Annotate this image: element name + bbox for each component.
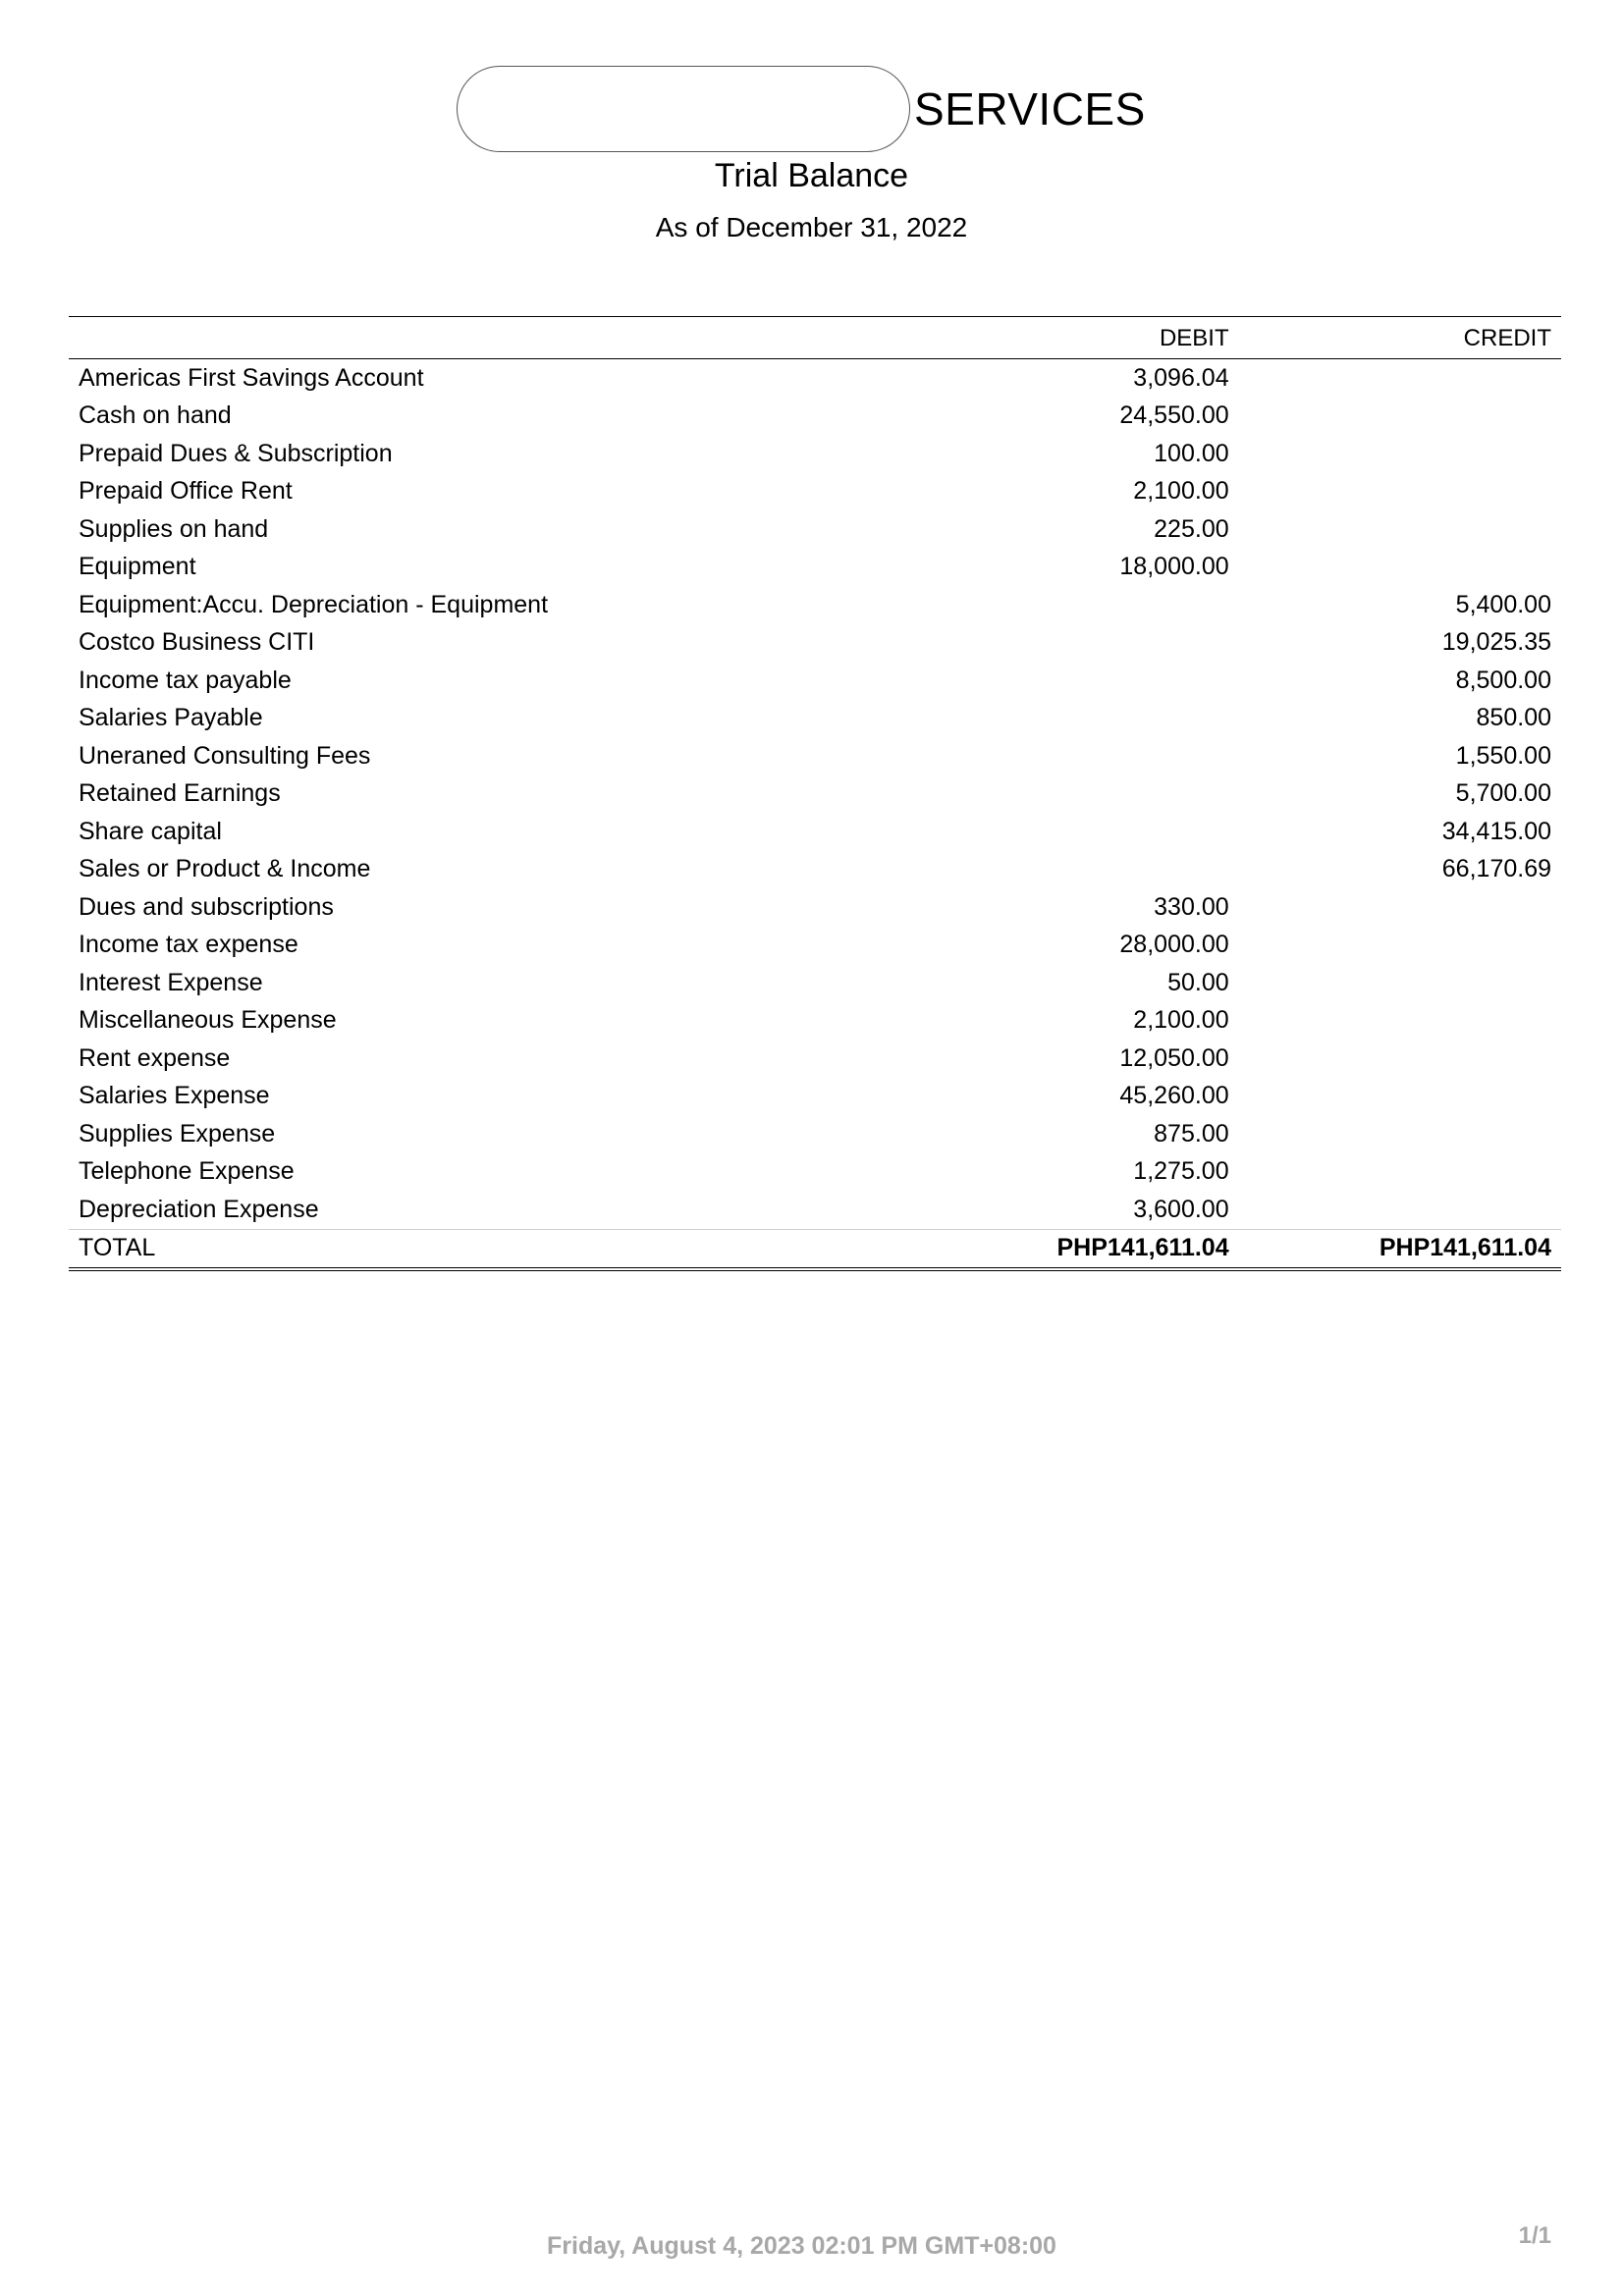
debit-amount: 50.00 (1167, 968, 1229, 996)
debit-amount: 12,050.00 (1119, 1043, 1229, 1072)
table-row (69, 1078, 1561, 1116)
table-row (69, 510, 1561, 549)
table-row (69, 964, 1561, 1002)
account-name: Prepaid Dues & Subscription (79, 439, 393, 467)
credit-amount (1239, 1040, 1561, 1078)
account-name: Supplies Expense (79, 1119, 276, 1148)
account-name: Miscellaneous Expense (79, 1006, 337, 1035)
account-name: Prepaid Office Rent (79, 477, 293, 506)
account-name: Dues and subscriptions (79, 892, 334, 921)
credit-amount: 1,550.00 (1455, 741, 1551, 770)
column-header-credit: CREDIT (1239, 317, 1561, 359)
debit-amount (1047, 775, 1238, 814)
table-row (69, 927, 1561, 965)
trial-balance-table (69, 316, 1561, 1271)
credit-amount (1239, 1115, 1561, 1153)
table-body (69, 359, 1561, 1270)
table-row (69, 662, 1561, 700)
credit-amount (1239, 1002, 1561, 1041)
footer-timestamp: Friday, August 4, 2023 02:01 PM GMT+08:00 (547, 2232, 1056, 2260)
company-name-suffix: SERVICES (914, 83, 1146, 134)
company-name-block (457, 65, 1146, 153)
credit-amount (1239, 964, 1561, 1002)
total-row (69, 1229, 1561, 1269)
account-name: Salaries Expense (79, 1082, 270, 1110)
table-row (69, 888, 1561, 927)
credit-amount (1239, 1191, 1561, 1229)
table-row (69, 775, 1561, 814)
account-name: Income tax expense (79, 931, 298, 959)
debit-amount: 24,550.00 (1119, 401, 1229, 430)
debit-amount: 225.00 (1154, 514, 1229, 543)
credit-amount (1239, 1078, 1561, 1116)
column-header-debit: DEBIT (1047, 317, 1238, 359)
account-name: Depreciation Expense (79, 1195, 319, 1223)
account-name: Costco Business CITI (79, 628, 315, 657)
report-title: Trial Balance (714, 157, 909, 194)
table-row (69, 1191, 1561, 1229)
debit-amount: 100.00 (1154, 439, 1229, 467)
debit-amount (1047, 851, 1238, 889)
credit-amount (1239, 510, 1561, 549)
account-name: Equipment:Accu. Depreciation - Equipment (79, 590, 549, 618)
page-number: 1/1 (1518, 2222, 1551, 2249)
table-row (69, 700, 1561, 738)
table-row (69, 813, 1561, 851)
credit-amount: 66,170.69 (1441, 855, 1551, 883)
credit-amount: 8,500.00 (1455, 666, 1551, 694)
debit-amount: 1,275.00 (1133, 1157, 1229, 1186)
credit-amount (1239, 473, 1561, 511)
table-row (69, 737, 1561, 775)
debit-amount: 28,000.00 (1119, 931, 1229, 959)
redacted-company-name (457, 66, 910, 152)
debit-amount: 2,100.00 (1133, 1006, 1229, 1035)
report-date: As of December 31, 2022 (655, 212, 968, 242)
account-name: Salaries Payable (79, 704, 263, 732)
account-name: Uneraned Consulting Fees (79, 741, 371, 770)
credit-amount (1239, 549, 1561, 587)
credit-amount: 5,700.00 (1455, 779, 1551, 808)
account-name: Share capital (79, 817, 222, 845)
debit-amount: 875.00 (1154, 1119, 1229, 1148)
debit-amount (1047, 586, 1238, 624)
table-row (69, 586, 1561, 624)
account-name: Telephone Expense (79, 1157, 295, 1186)
credit-amount (1239, 927, 1561, 965)
account-name: Cash on hand (79, 401, 232, 430)
table-row (69, 398, 1561, 436)
account-name: Supplies on hand (79, 514, 269, 543)
credit-amount: 5,400.00 (1455, 590, 1551, 618)
table-row (69, 1153, 1561, 1192)
account-name: Interest Expense (79, 968, 263, 996)
table-row (69, 624, 1561, 663)
credit-amount (1239, 398, 1561, 436)
credit-amount (1239, 435, 1561, 473)
account-name: Americas First Savings Account (79, 363, 424, 392)
debit-amount (1047, 662, 1238, 700)
column-header-account (69, 317, 1047, 359)
debit-amount (1047, 624, 1238, 663)
table-row (69, 1002, 1561, 1041)
debit-amount (1047, 737, 1238, 775)
debit-amount: 45,260.00 (1119, 1082, 1229, 1110)
credit-amount: 34,415.00 (1441, 817, 1551, 845)
account-name: Retained Earnings (79, 779, 281, 808)
credit-amount: 19,025.35 (1441, 628, 1551, 657)
table-row (69, 1115, 1561, 1153)
table-row (69, 435, 1561, 473)
debit-amount: 18,000.00 (1119, 553, 1229, 581)
debit-amount: 330.00 (1154, 892, 1229, 921)
credit-amount (1239, 888, 1561, 927)
debit-amount: 2,100.00 (1133, 477, 1229, 506)
debit-amount: 3,600.00 (1133, 1195, 1229, 1223)
table-row (69, 851, 1561, 889)
total-credit: PHP141,611.04 (1239, 1229, 1561, 1269)
table-row (69, 359, 1561, 398)
debit-amount: 3,096.04 (1133, 363, 1229, 392)
table-row (69, 473, 1561, 511)
account-name: Income tax payable (79, 666, 292, 694)
credit-amount (1239, 1153, 1561, 1192)
table-row (69, 549, 1561, 587)
credit-amount (1239, 359, 1561, 398)
credit-amount: 850.00 (1476, 704, 1551, 732)
table-row (69, 1040, 1561, 1078)
table-header-row (69, 317, 1561, 359)
account-name: Sales or Product & Income (79, 855, 371, 883)
total-label: TOTAL (69, 1229, 1047, 1269)
account-name: Rent expense (79, 1043, 231, 1072)
total-debit: PHP141,611.04 (1047, 1229, 1238, 1269)
debit-amount (1047, 813, 1238, 851)
debit-amount (1047, 700, 1238, 738)
account-name: Equipment (79, 553, 196, 581)
